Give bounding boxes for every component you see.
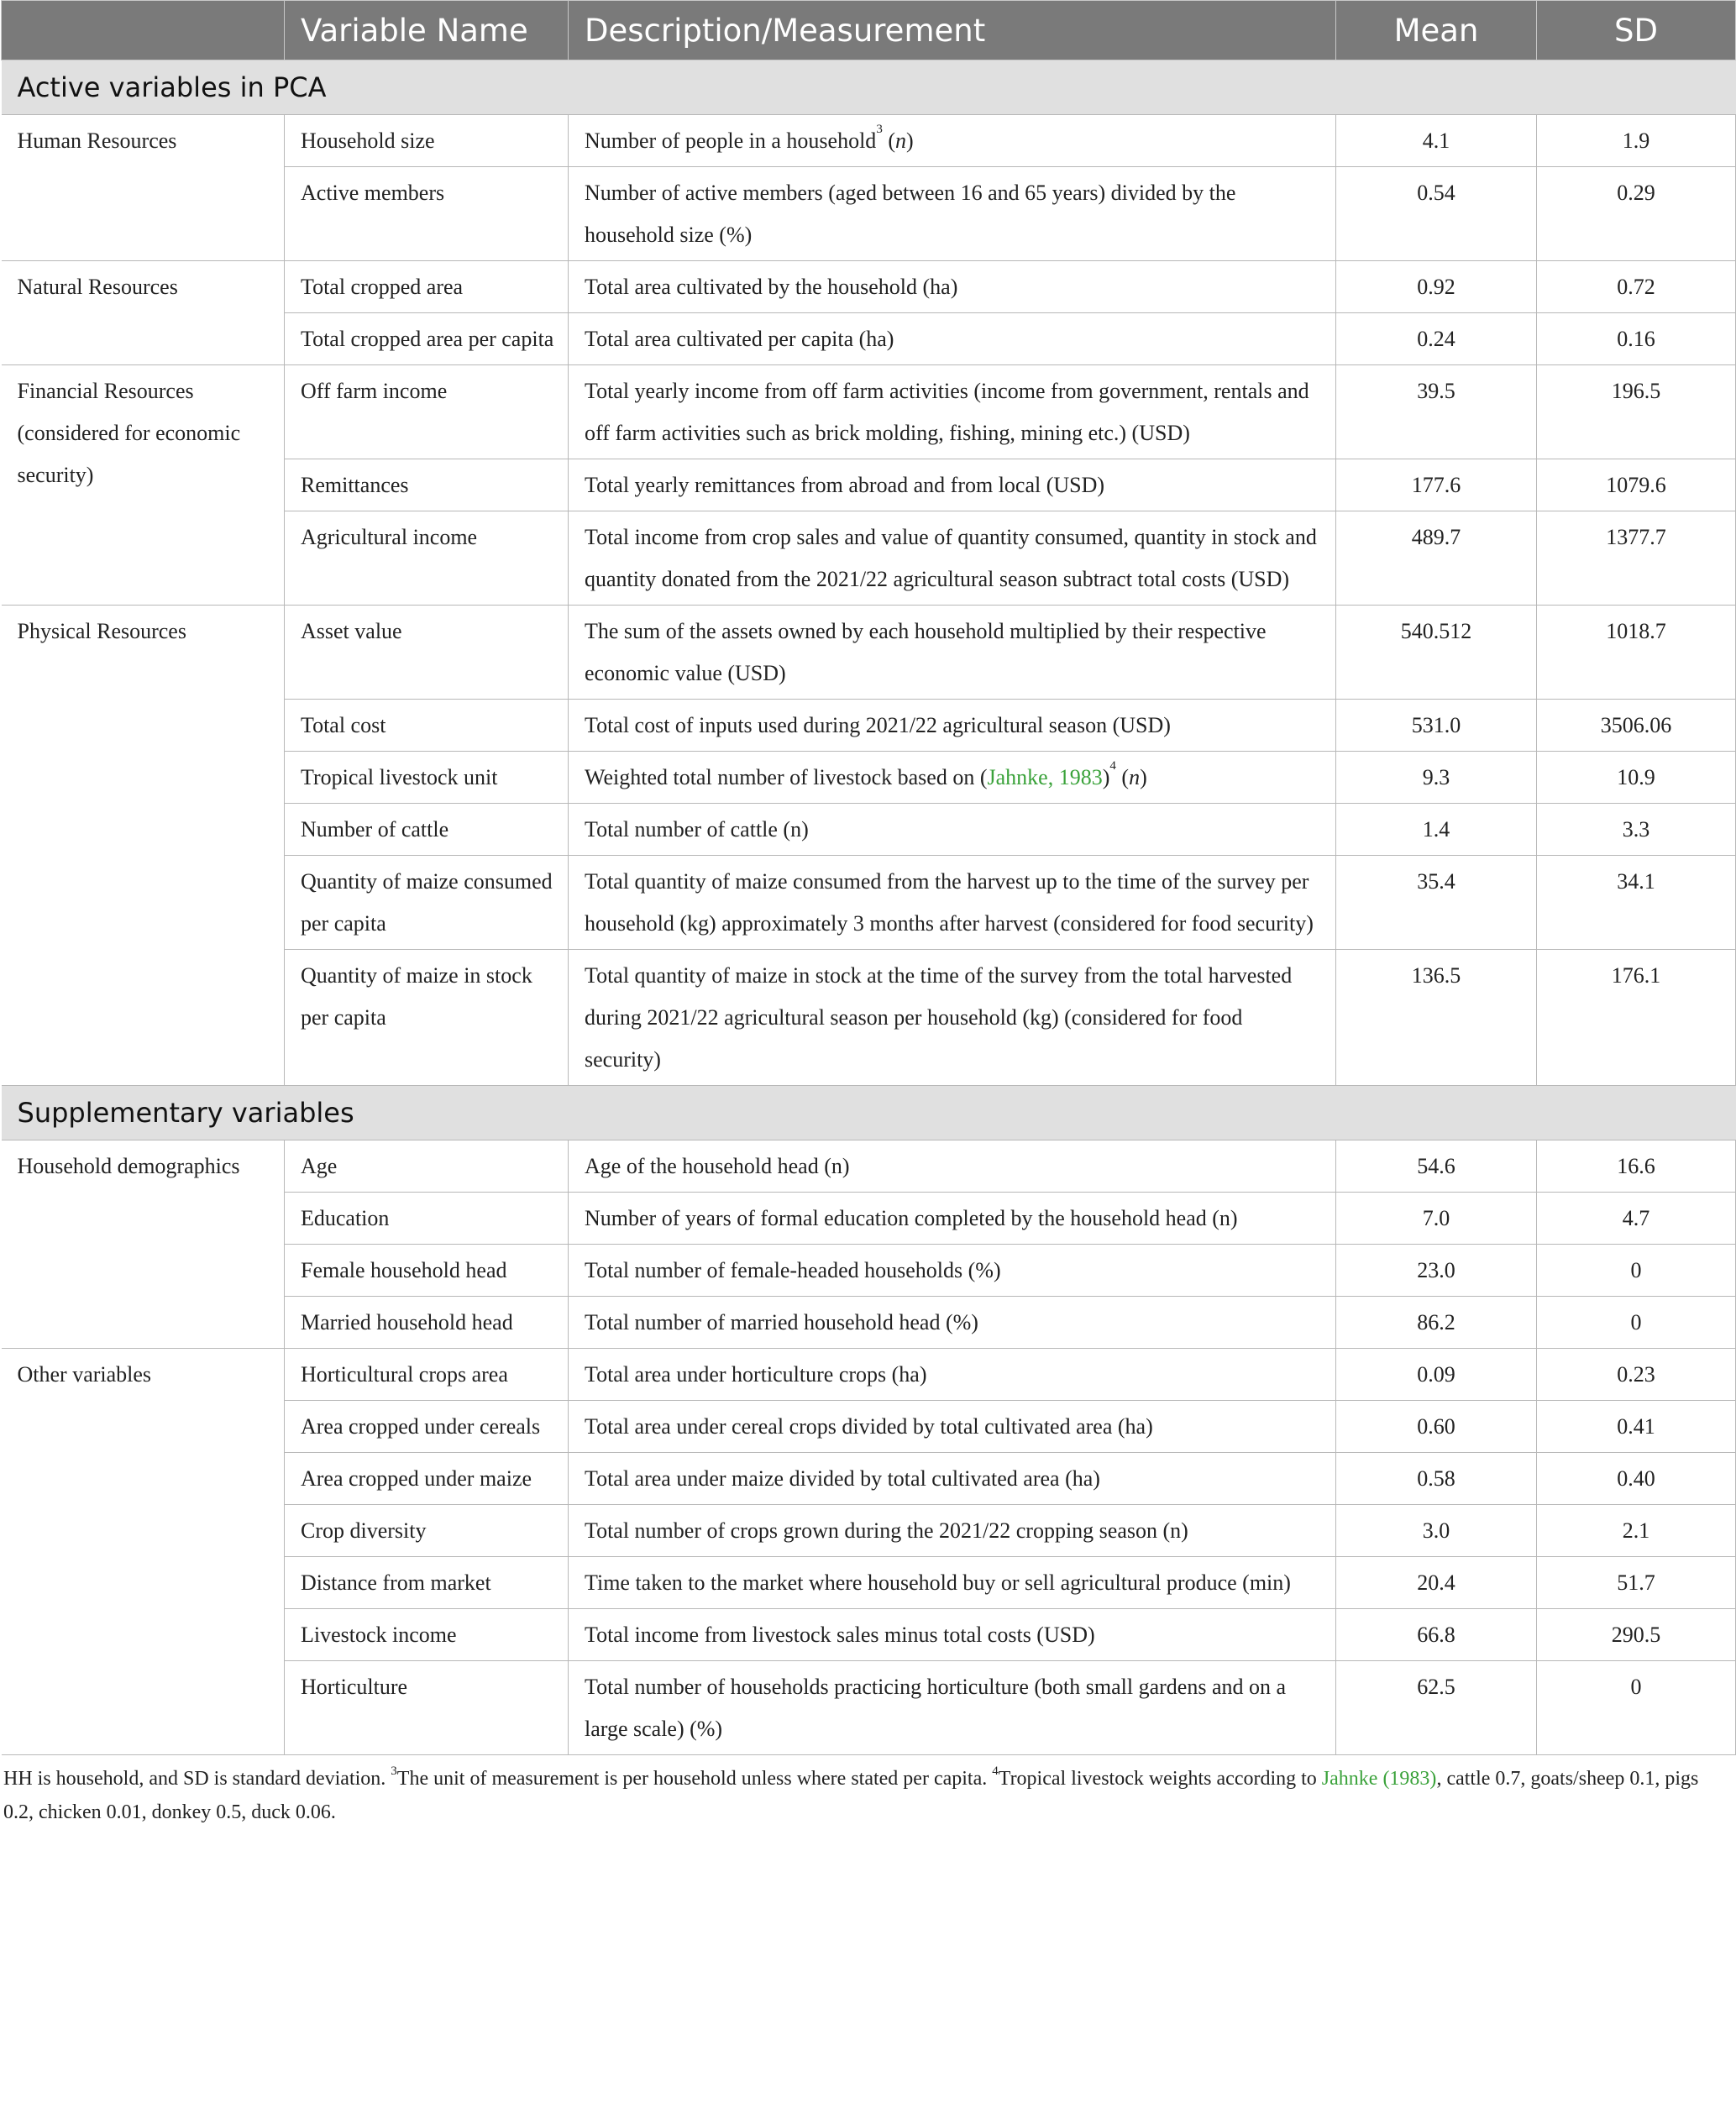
description-cell: Total quantity of maize consumed from the harvest up to the time of the survey per household (kg) approximately 3 months after harvest (considered for food security) (569, 856, 1336, 950)
variable-name-cell: Area cropped under maize (285, 1453, 569, 1505)
group-label: Other variables (2, 1349, 285, 1755)
mean-cell: 0.60 (1336, 1401, 1537, 1453)
variable-name-cell: Total cropped area (285, 261, 569, 313)
description-cell: Age of the household head (n) (569, 1140, 1336, 1193)
section-title: Active variables in PCA (2, 60, 1736, 115)
sd-cell: 3506.06 (1537, 700, 1736, 752)
description-cell: Number of active members (aged between 16 and 65 years) divided by the household size (%) (569, 167, 1336, 261)
description-cell: Total number of married household head (%) (569, 1297, 1336, 1349)
mean-cell: 0.09 (1336, 1349, 1537, 1401)
variable-name-cell: Female household head (285, 1245, 569, 1297)
sd-cell: 1018.7 (1537, 606, 1736, 700)
description-cell: Total area under maize divided by total cultivated area (ha) (569, 1453, 1336, 1505)
sd-cell: 0.23 (1537, 1349, 1736, 1401)
sd-cell: 0.16 (1537, 313, 1736, 365)
table-row (2, 115, 1736, 167)
sd-cell: 0.29 (1537, 167, 1736, 261)
description-cell: Total number of households practicing horticulture (both small gardens and on a large scale) (%) (569, 1661, 1336, 1755)
variable-name-cell: Education (285, 1193, 569, 1245)
variable-name-cell: Number of cattle (285, 804, 569, 856)
variable-name-cell: Off farm income (285, 365, 569, 459)
mean-cell: 0.54 (1336, 167, 1537, 261)
sd-cell: 51.7 (1537, 1557, 1736, 1609)
mean-cell: 7.0 (1336, 1193, 1537, 1245)
description-cell: Number of people in a household$^3$ (n) (569, 115, 1336, 167)
table-row (2, 1349, 1736, 1401)
sd-cell: 0 (1537, 1661, 1736, 1755)
mean-cell: 177.6 (1336, 459, 1537, 511)
description-cell: Total quantity of maize in stock at the time of the survey from the total harvested during 2021/22 agricultural season per household (kg) (considered for food security) (569, 950, 1336, 1086)
mean-cell: 3.0 (1336, 1505, 1537, 1557)
header-sd: SD (1537, 1, 1736, 60)
variable-name-cell: Horticultural crops area (285, 1349, 569, 1401)
group-label: Physical Resources (2, 606, 285, 1086)
variable-name-cell: Active members (285, 167, 569, 261)
sd-cell: 16.6 (1537, 1140, 1736, 1193)
sd-cell: 0.41 (1537, 1401, 1736, 1453)
variable-name-cell: Horticulture (285, 1661, 569, 1755)
sd-cell: 176.1 (1537, 950, 1736, 1086)
variable-name-cell: Area cropped under cereals (285, 1401, 569, 1453)
mean-cell: 489.7 (1336, 511, 1537, 606)
section-title: Supplementary variables (2, 1086, 1736, 1140)
group-label: Household demographics (2, 1140, 285, 1349)
variable-name-cell: Crop diversity (285, 1505, 569, 1557)
table-row (2, 606, 1736, 700)
description-cell: Total area cultivated per capita (ha) (569, 313, 1336, 365)
table-row (2, 261, 1736, 313)
description-cell: Weighted total number of livestock based on (Jahnke, 1983)$^4$ (n) (569, 752, 1336, 804)
mean-cell: 23.0 (1336, 1245, 1537, 1297)
header-variable-name: Variable Name (285, 1, 569, 60)
variable-name-cell: Distance from market (285, 1557, 569, 1609)
table-header-row (2, 1, 1736, 60)
sd-cell: 34.1 (1537, 856, 1736, 950)
table-row (2, 365, 1736, 459)
variable-name-cell: Total cropped area per capita (285, 313, 569, 365)
variable-name-cell: Age (285, 1140, 569, 1193)
sd-cell: 0 (1537, 1297, 1736, 1349)
mean-cell: 4.1 (1336, 115, 1537, 167)
description-cell: Total area under horticulture crops (ha) (569, 1349, 1336, 1401)
sd-cell: 0 (1537, 1245, 1736, 1297)
header-mean: Mean (1336, 1, 1537, 60)
section-row (2, 60, 1736, 115)
mean-cell: 540.512 (1336, 606, 1537, 700)
sd-cell: 10.9 (1537, 752, 1736, 804)
variable-name-cell: Remittances (285, 459, 569, 511)
mean-cell: 136.5 (1336, 950, 1537, 1086)
description-cell: Total income from crop sales and value of quantity consumed, quantity in stock and quantity donated from the 2021/22 agricultural season subtract total costs (USD) (569, 511, 1336, 606)
description-cell: Number of years of formal education completed by the household head (n) (569, 1193, 1336, 1245)
description-cell: The sum of the assets owned by each household multiplied by their respective economic value (USD) (569, 606, 1336, 700)
sd-cell: 1079.6 (1537, 459, 1736, 511)
variable-name-cell: Agricultural income (285, 511, 569, 606)
mean-cell: 86.2 (1336, 1297, 1537, 1349)
mean-cell: 54.6 (1336, 1140, 1537, 1193)
description-cell: Time taken to the market where household buy or sell agricultural produce (min) (569, 1557, 1336, 1609)
variable-name-cell: Married household head (285, 1297, 569, 1349)
group-label: Natural Resources (2, 261, 285, 365)
mean-cell: 62.5 (1336, 1661, 1537, 1755)
variable-name-cell: Household size (285, 115, 569, 167)
mean-cell: 9.3 (1336, 752, 1537, 804)
description-cell: Total cost of inputs used during 2021/22 agricultural season (USD) (569, 700, 1336, 752)
mean-cell: 35.4 (1336, 856, 1537, 950)
variables-table (1, 0, 1736, 1755)
description-cell: Total number of crops grown during the 2021/22 cropping season (n) (569, 1505, 1336, 1557)
sd-cell: 196.5 (1537, 365, 1736, 459)
sd-cell: 1377.7 (1537, 511, 1736, 606)
description-cell: Total area cultivated by the household (ha) (569, 261, 1336, 313)
mean-cell: 66.8 (1336, 1609, 1537, 1661)
group-label: Human Resources (2, 115, 285, 261)
variable-name-cell: Quantity of maize consumed per capita (285, 856, 569, 950)
group-label: Financial Resources (considered for economic security) (2, 365, 285, 606)
table-body (2, 60, 1736, 1755)
mean-cell: 1.4 (1336, 804, 1537, 856)
table-footnote: HH is household, and SD is standard deviation. $^3$The unit of measurement is per household unless where stated per capita. $^4$Tropical livestock weights according to Jahnke (1983), cattle 0.7, goats/sheep 0.1, pigs 0.2, chicken 0.01, donkey 0.5, duck 0.06. (3, 1764, 1699, 1823)
description-cell: Total number of cattle (n) (569, 804, 1336, 856)
sd-cell: 290.5 (1537, 1609, 1736, 1661)
mean-cell: 0.92 (1336, 261, 1537, 313)
mean-cell: 0.58 (1336, 1453, 1537, 1505)
variable-name-cell: Total cost (285, 700, 569, 752)
description-cell: Total area under cereal crops divided by total cultivated area (ha) (569, 1401, 1336, 1453)
mean-cell: 0.24 (1336, 313, 1537, 365)
sd-cell: 2.1 (1537, 1505, 1736, 1557)
sd-cell: 1.9 (1537, 115, 1736, 167)
description-cell: Total yearly remittances from abroad and from local (USD) (569, 459, 1336, 511)
description-cell: Total income from livestock sales minus total costs (USD) (569, 1609, 1336, 1661)
description-cell: Total yearly income from off farm activities (income from government, rentals and off farm activities such as brick molding, fishing, mining etc.) (USD) (569, 365, 1336, 459)
variable-name-cell: Quantity of maize in stock per capita (285, 950, 569, 1086)
sd-cell: 0.40 (1537, 1453, 1736, 1505)
sd-cell: 0.72 (1537, 261, 1736, 313)
sd-cell: 3.3 (1537, 804, 1736, 856)
mean-cell: 531.0 (1336, 700, 1537, 752)
mean-cell: 20.4 (1336, 1557, 1537, 1609)
section-row (2, 1086, 1736, 1140)
header-description: Description/Measurement (569, 1, 1336, 60)
header-category (2, 1, 285, 60)
variable-name-cell: Livestock income (285, 1609, 569, 1661)
variable-name-cell: Tropical livestock unit (285, 752, 569, 804)
description-cell: Total number of female-headed households (%) (569, 1245, 1336, 1297)
table-row (2, 1140, 1736, 1193)
variable-name-cell: Asset value (285, 606, 569, 700)
mean-cell: 39.5 (1336, 365, 1537, 459)
sd-cell: 4.7 (1537, 1193, 1736, 1245)
